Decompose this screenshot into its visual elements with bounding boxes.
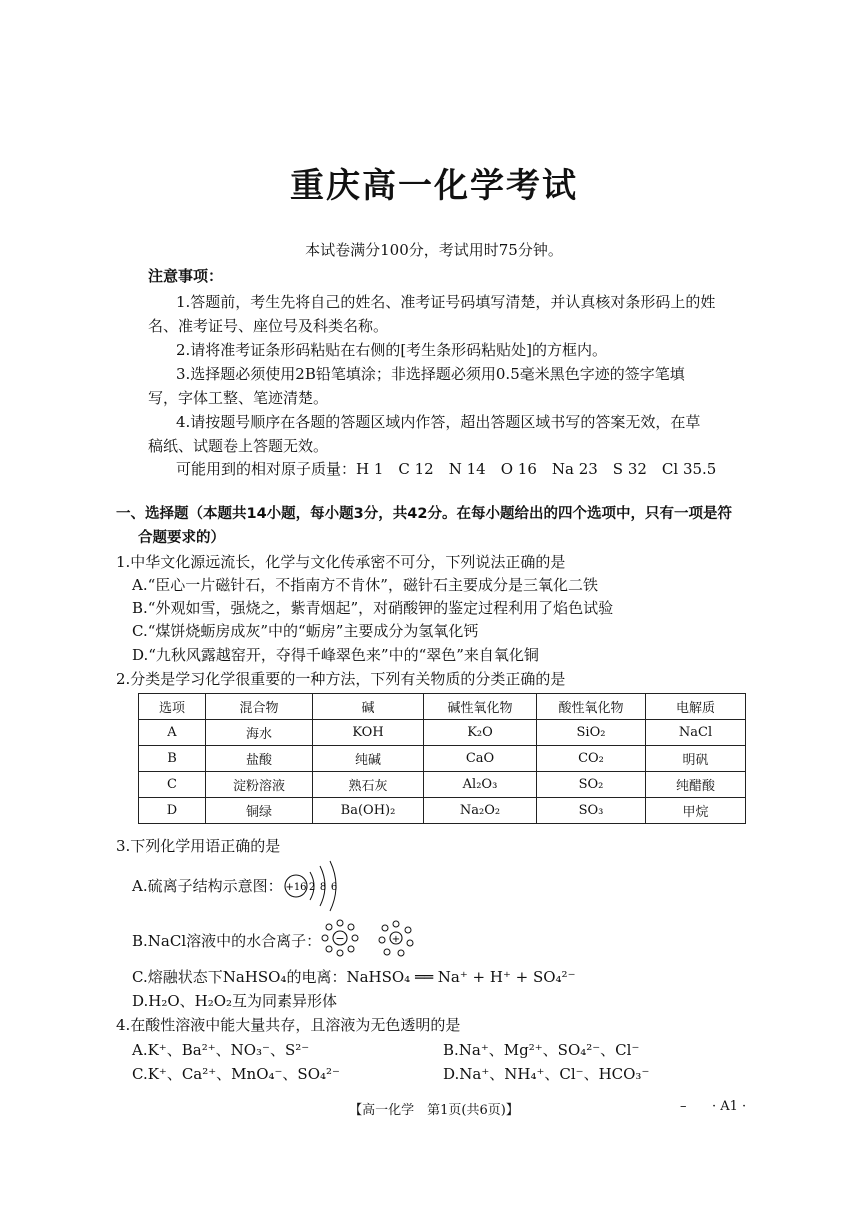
table-header-cell: 碱性氧化物 — [424, 694, 537, 720]
hydrated-ions-diagram — [316, 916, 420, 960]
q4-stem: 4.在酸性溶液中能大量共存，且溶液为无色透明的是 — [116, 1016, 461, 1034]
table-row — [139, 720, 746, 746]
notice-item-4b: 稿纸、试题卷上答题无效。 — [148, 437, 329, 455]
section1-heading: 一、选择题（本题共14小题，每小题3分，共42分。在每小题给出的四个选项中，只有一项是符 — [116, 506, 732, 522]
section1-heading-cont: 合题要求的） — [138, 530, 225, 546]
table-header-cell: 酸性氧化物 — [537, 694, 646, 720]
q1-option-c: C.“煤饼烧蛎房成灰”中的“蛎房”主要成分为氢氧化钙 — [132, 622, 479, 640]
table-cell: K₂O — [424, 720, 537, 746]
page-footer: 【高一化学 第1页(共6页)】 — [349, 1103, 519, 1118]
classification-table — [138, 693, 746, 824]
q1-option-a: A.“臣心一片磁针石，不指南方不肯休”，磁针石主要成分是三氧化二铁 — [132, 576, 598, 594]
q4-option-d: D.Na⁺、NH₄⁺、Cl⁻、HCO₃⁻ — [443, 1065, 650, 1083]
table-row — [139, 798, 746, 824]
table-cell: D — [139, 798, 206, 824]
notice-item-4a: 4.请按题号顺序在各题的答题区域内作答，超出答题区域书写的答案无效，在草 — [176, 413, 701, 431]
q3-option-b: B.NaCl溶液中的水合离子： — [132, 932, 322, 950]
table-cell: 海水 — [206, 720, 313, 746]
hydrated-cation — [379, 921, 413, 956]
notice-item-1a: 1.答题前，考生先将自己的姓名、准考证号码填写清楚，并认真核对条形码上的姓 — [176, 293, 716, 311]
notice-item-3a: 3.选择题必须使用2B铅笔填涂；非选择题必须用0.5毫米黑色字迹的签字笔填 — [176, 365, 685, 383]
notice-heading: 注意事项： — [148, 267, 224, 285]
q2-stem: 2.分类是学习化学很重要的一种方法，下列有关物质的分类正确的是 — [116, 670, 566, 688]
table-cell: 熟石灰 — [313, 772, 424, 798]
table-header-cell: 电解质 — [646, 694, 746, 720]
q3-option-d: D.H₂O、H₂O₂互为同素异形体 — [132, 992, 338, 1010]
table-cell: 纯醋酸 — [646, 772, 746, 798]
table-cell: 甲烷 — [646, 798, 746, 824]
table-cell: KOH — [313, 720, 424, 746]
table-cell: 盐酸 — [206, 746, 313, 772]
q3-option-c: C.熔融状态下NaHSO₄的电离：NaHSO₄ ══ Na⁺ + H⁺ + SO₄²⁻ — [132, 968, 576, 986]
q1-option-b: B.“外观如雪，强烧之，紫青烟起”，对硝酸钾的鉴定过程利用了焰色试验 — [132, 599, 614, 617]
table-header-cell: 混合物 — [206, 694, 313, 720]
atomic-masses: 可能用到的相对原子质量：H 1 C 12 N 14 O 16 Na 23 S 32 Cl 35.5 — [176, 460, 717, 478]
table-cell: 纯碱 — [313, 746, 424, 772]
shell-electrons-1: 2 — [308, 882, 316, 893]
nucleus-charge: +16 — [285, 882, 307, 893]
table-cell: NaCl — [646, 720, 746, 746]
table-row — [139, 772, 746, 798]
anion-sign: − — [335, 932, 345, 945]
q1-stem: 1.中华文化源远流长，化学与文化传承密不可分，下列说法正确的是 — [116, 553, 566, 571]
table-cell: 明矾 — [646, 746, 746, 772]
table-cell: 淀粉溶液 — [206, 772, 313, 798]
shell-electrons-2: 8 — [319, 882, 327, 893]
table-cell: B — [139, 746, 206, 772]
table-header-cell: 选项 — [139, 694, 206, 720]
q1-option-d: D.“九秋风露越窑开，夺得千峰翠色来”中的“翠色”来自氧化铜 — [132, 646, 539, 664]
sulfide-ion-structure-diagram — [280, 858, 352, 914]
table-header-cell: 碱 — [313, 694, 424, 720]
shell-electrons-3: 6 — [330, 882, 338, 893]
table-cell: SiO₂ — [537, 720, 646, 746]
q4-option-b: B.Na⁺、Mg²⁺、SO₄²⁻、Cl⁻ — [443, 1041, 640, 1059]
table-cell: CaO — [424, 746, 537, 772]
table-cell: 铜绿 — [206, 798, 313, 824]
hydrated-anion — [322, 920, 358, 956]
table-cell: A — [139, 720, 206, 746]
notice-item-1b: 名、准考证号、座位号及科类名称。 — [148, 317, 389, 335]
page-title: 重庆高一化学考试 — [290, 166, 578, 206]
cation-sign: + — [391, 934, 401, 945]
footer-mark: – — [680, 1099, 687, 1114]
table-header-row — [139, 694, 746, 720]
table-cell: CO₂ — [537, 746, 646, 772]
q4-option-c: C.K⁺、Ca²⁺、MnO₄⁻、SO₄²⁻ — [132, 1065, 340, 1083]
q3-option-a: A.硫离子结构示意图： — [132, 877, 283, 895]
table-cell: SO₂ — [537, 772, 646, 798]
q4-option-a: A.K⁺、Ba²⁺、NO₃⁻、S²⁻ — [132, 1041, 310, 1059]
table-cell: Al₂O₃ — [424, 772, 537, 798]
notice-item-2: 2.请将准考证条形码粘贴在右侧的[考生条形码粘贴处]的方框内。 — [176, 341, 608, 359]
table-cell: Ba(OH)₂ — [313, 798, 424, 824]
table-cell: C — [139, 772, 206, 798]
notice-item-3b: 写，字体工整、笔迹清楚。 — [148, 389, 329, 407]
table-row — [139, 746, 746, 772]
paper-code: · A1 · — [712, 1099, 747, 1114]
table-cell: SO₃ — [537, 798, 646, 824]
q3-stem: 3.下列化学用语正确的是 — [116, 837, 281, 855]
table-cell: Na₂O₂ — [424, 798, 537, 824]
exam-intro: 本试卷满分100分，考试用时75分钟。 — [305, 241, 563, 259]
